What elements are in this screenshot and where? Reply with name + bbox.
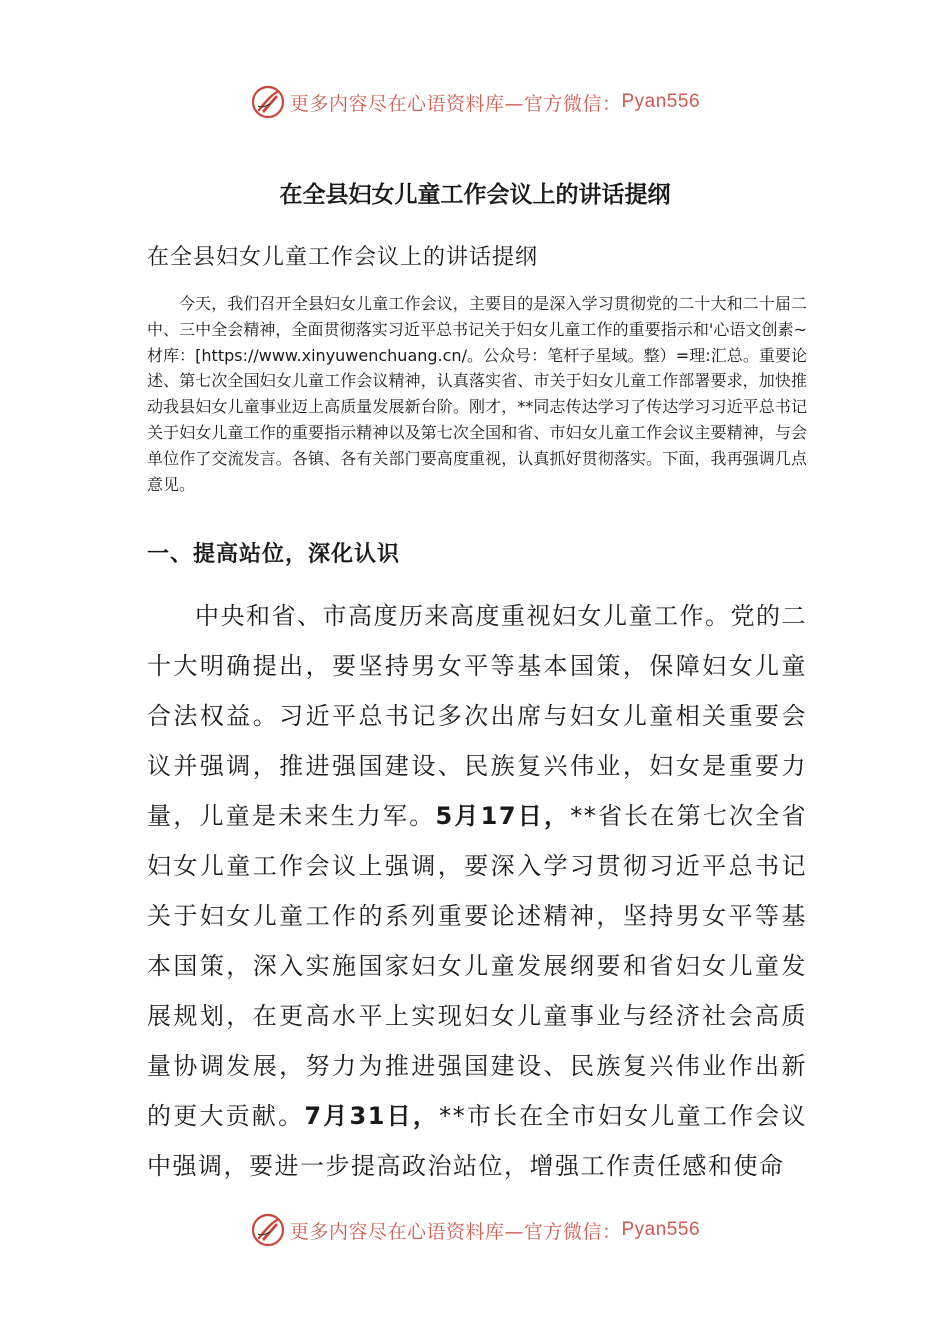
document-subtitle: 在全县妇女儿童工作会议上的讲话提纲	[147, 245, 539, 270]
watermark-banner-bottom	[0, 1210, 950, 1250]
body-paragraph	[147, 591, 807, 1191]
pen-logo-icon	[250, 84, 286, 120]
wechat-id: Pyan556	[621, 1219, 701, 1240]
watermark-banner-top	[0, 82, 950, 122]
watermark-text: 更多内容尽在心语资料库—官方微信：	[289, 92, 622, 115]
section-heading-1: 一、提高站位，深化认识	[147, 542, 401, 567]
body-text-c: **省长在第七次全省妇女儿童工作会议上强调，要深入学习贯彻习近平总书记关于妇女儿童工作的系列重要论述精神，坚持男女平等基本国策，深入实施国家妇女儿童发展纲要和省妇女儿童发展规划，在更高水平上实现妇女儿童事业与经济社会高质量协调发展，努力为推进强国建设、民族复兴伟业作出新的更大贡献。	[147, 802, 808, 1130]
pen-logo-icon	[250, 1212, 286, 1248]
body-text-a: 中央和省、市高度历来高度重视妇女儿童工作。党的二十大明确提出，要坚持男女平等基本国策，保障妇女儿童合法权益。习近平总书记多次出席与妇女儿童相关重要会议并强调，推进强国建设、民族复兴伟业，妇女是重要力量，儿童是未来生力军。	[147, 602, 807, 830]
document-title: 在全县妇女儿童工作会议上的讲话提纲	[279, 182, 671, 208]
date-july-31: 7月31日，	[304, 1102, 440, 1130]
wechat-id: Pyan556	[621, 91, 701, 112]
watermark-text: 更多内容尽在心语资料库—官方微信：	[289, 1220, 622, 1243]
body-text-e: **市长在全市妇女儿童工作会议中强调，要进一步提高政治站位，增强工作责任感和使命	[147, 1102, 808, 1180]
date-may-17: 5月17日，	[435, 802, 571, 830]
intro-paragraph: 今天，我们召开全县妇女儿童工作会议，主要目的是深入学习贯彻党的二十大和二十届二中、三中全会精神，全面贯彻落实习近平总书记关于妇女儿童工作的重要指示和'心语文创素~材库：[https://www.xinyuwenchuang.cn/。公众号：笔杆子星域。整）=理:汇总。重要论述、第七次全国妇女儿童工作会议精神，认真落实省、市关于妇女儿童工作部署要求，加快推动我县妇女儿童事业迈上高质量发展新台阶。刚才，**同志传达学习了传达学习习近平总书记关于妇女儿童工作的重要指示精神以及第七次全国和省、市妇女儿童工作会议主要精神，与会单位作了交流发言。各镇、各有关部门要高度重视，认真抓好贯彻落实。下面，我再强调几点意见。	[147, 294, 807, 494]
